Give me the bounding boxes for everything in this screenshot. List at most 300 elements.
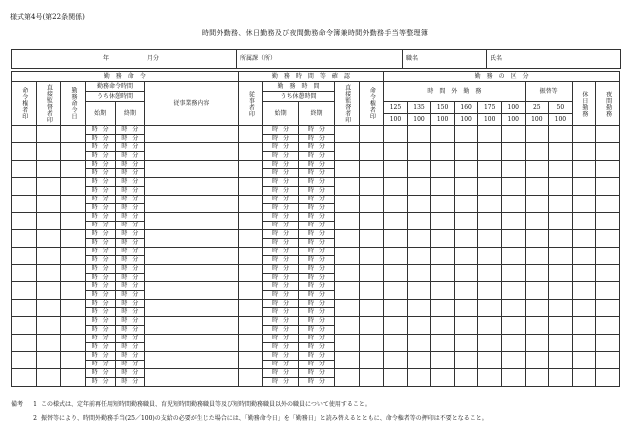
rest2-start-time[interactable] [263, 360, 299, 369]
category-cell[interactable] [549, 317, 573, 334]
rest-end-time[interactable] [115, 308, 145, 317]
category-cell[interactable] [431, 230, 455, 247]
order-end-time[interactable] [115, 247, 145, 256]
order-end-time[interactable] [115, 317, 145, 326]
category-cell[interactable] [478, 299, 502, 316]
category-cell[interactable] [525, 282, 549, 299]
rest2-start-time[interactable] [263, 238, 299, 247]
category-cell[interactable] [478, 126, 502, 143]
order-start-time[interactable] [85, 160, 115, 169]
commander-seal2-cell[interactable] [359, 126, 384, 143]
category-cell[interactable] [407, 282, 431, 299]
supervisor-seal2-cell[interactable] [334, 299, 359, 316]
work-end-time[interactable] [299, 195, 335, 204]
category-cell[interactable] [596, 299, 620, 316]
commander-seal2-cell[interactable] [359, 351, 384, 368]
category-cell[interactable] [454, 143, 478, 160]
category-cell[interactable] [454, 317, 478, 334]
order-day-cell[interactable] [61, 282, 86, 299]
rest-start-time[interactable] [85, 291, 115, 300]
order-day-cell[interactable] [61, 230, 86, 247]
category-cell[interactable] [431, 212, 455, 229]
order-end-time[interactable] [115, 369, 145, 378]
commander-seal2-cell[interactable] [359, 282, 384, 299]
commander-seal-cell[interactable] [12, 126, 37, 143]
year-month-field[interactable] [12, 50, 237, 69]
category-cell[interactable] [596, 247, 620, 264]
category-cell[interactable] [384, 247, 408, 264]
category-cell[interactable] [501, 282, 525, 299]
category-cell[interactable] [501, 317, 525, 334]
category-cell[interactable] [549, 126, 573, 143]
category-cell[interactable] [549, 178, 573, 195]
order-day-cell[interactable] [61, 195, 86, 212]
rest2-start-time[interactable] [263, 186, 299, 195]
rest-end-time[interactable] [115, 325, 145, 334]
worker-seal-cell[interactable] [238, 178, 263, 195]
rest2-end-time[interactable] [299, 291, 335, 300]
rest2-start-time[interactable] [263, 325, 299, 334]
work-content-cell[interactable] [145, 334, 238, 351]
work-content-cell[interactable] [145, 265, 238, 282]
category-cell[interactable] [454, 160, 478, 177]
worker-seal-cell[interactable] [238, 369, 263, 386]
rest-end-time[interactable] [115, 238, 145, 247]
category-cell[interactable] [501, 230, 525, 247]
category-cell[interactable] [384, 317, 408, 334]
category-cell[interactable] [572, 334, 596, 351]
commander-seal-cell[interactable] [12, 143, 37, 160]
commander-seal2-cell[interactable] [359, 247, 384, 264]
work-start-time[interactable] [263, 282, 299, 291]
category-cell[interactable] [549, 212, 573, 229]
category-cell[interactable] [478, 143, 502, 160]
rest-start-time[interactable] [85, 343, 115, 352]
category-cell[interactable] [596, 160, 620, 177]
category-cell[interactable] [572, 212, 596, 229]
category-cell[interactable] [454, 351, 478, 368]
order-day-cell[interactable] [61, 247, 86, 264]
rest2-start-time[interactable] [263, 343, 299, 352]
work-start-time[interactable] [263, 299, 299, 308]
category-cell[interactable] [407, 369, 431, 386]
work-start-time[interactable] [263, 212, 299, 221]
rest-start-time[interactable] [85, 360, 115, 369]
category-cell[interactable] [407, 195, 431, 212]
rest-start-time[interactable] [85, 238, 115, 247]
category-cell[interactable] [596, 195, 620, 212]
category-cell[interactable] [572, 317, 596, 334]
category-cell[interactable] [549, 299, 573, 316]
category-cell[interactable] [431, 334, 455, 351]
commander-seal2-cell[interactable] [359, 230, 384, 247]
work-start-time[interactable] [263, 143, 299, 152]
work-start-time[interactable] [263, 351, 299, 360]
category-cell[interactable] [572, 195, 596, 212]
worker-seal-cell[interactable] [238, 247, 263, 264]
category-cell[interactable] [525, 247, 549, 264]
order-end-time[interactable] [115, 265, 145, 274]
category-cell[interactable] [454, 230, 478, 247]
name-field[interactable] [487, 50, 621, 69]
category-cell[interactable] [525, 195, 549, 212]
category-cell[interactable] [501, 160, 525, 177]
rest2-end-time[interactable] [299, 360, 335, 369]
work-content-cell[interactable] [145, 126, 238, 143]
category-cell[interactable] [596, 126, 620, 143]
category-cell[interactable] [407, 160, 431, 177]
rest2-end-time[interactable] [299, 343, 335, 352]
supervisor-seal-cell[interactable] [36, 230, 61, 247]
category-cell[interactable] [501, 178, 525, 195]
rest-end-time[interactable] [115, 256, 145, 265]
category-cell[interactable] [431, 143, 455, 160]
order-start-time[interactable] [85, 143, 115, 152]
category-cell[interactable] [407, 265, 431, 282]
rest-start-time[interactable] [85, 134, 115, 143]
rest2-end-time[interactable] [299, 134, 335, 143]
rest2-end-time[interactable] [299, 169, 335, 178]
work-content-cell[interactable] [145, 178, 238, 195]
work-end-time[interactable] [299, 265, 335, 274]
category-cell[interactable] [572, 369, 596, 386]
order-end-time[interactable] [115, 334, 145, 343]
commander-seal2-cell[interactable] [359, 317, 384, 334]
rest2-end-time[interactable] [299, 256, 335, 265]
category-cell[interactable] [478, 160, 502, 177]
rest2-start-time[interactable] [263, 169, 299, 178]
category-cell[interactable] [431, 282, 455, 299]
category-cell[interactable] [596, 265, 620, 282]
commander-seal2-cell[interactable] [359, 212, 384, 229]
order-start-time[interactable] [85, 299, 115, 308]
work-start-time[interactable] [263, 265, 299, 274]
commander-seal-cell[interactable] [12, 369, 37, 386]
order-start-time[interactable] [85, 351, 115, 360]
work-end-time[interactable] [299, 282, 335, 291]
category-cell[interactable] [572, 299, 596, 316]
supervisor-seal2-cell[interactable] [334, 265, 359, 282]
work-end-time[interactable] [299, 126, 335, 135]
rest2-start-time[interactable] [263, 273, 299, 282]
worker-seal-cell[interactable] [238, 351, 263, 368]
rest-end-time[interactable] [115, 360, 145, 369]
category-cell[interactable] [525, 369, 549, 386]
commander-seal2-cell[interactable] [359, 299, 384, 316]
rest-start-time[interactable] [85, 221, 115, 230]
rest2-end-time[interactable] [299, 186, 335, 195]
work-start-time[interactable] [263, 247, 299, 256]
order-start-time[interactable] [85, 212, 115, 221]
worker-seal-cell[interactable] [238, 160, 263, 177]
category-cell[interactable] [525, 143, 549, 160]
worker-seal-cell[interactable] [238, 334, 263, 351]
category-cell[interactable] [549, 334, 573, 351]
worker-seal-cell[interactable] [238, 143, 263, 160]
category-cell[interactable] [454, 334, 478, 351]
order-end-time[interactable] [115, 212, 145, 221]
order-day-cell[interactable] [61, 317, 86, 334]
order-end-time[interactable] [115, 351, 145, 360]
category-cell[interactable] [525, 212, 549, 229]
category-cell[interactable] [525, 317, 549, 334]
commander-seal-cell[interactable] [12, 160, 37, 177]
order-day-cell[interactable] [61, 212, 86, 229]
supervisor-seal-cell[interactable] [36, 212, 61, 229]
category-cell[interactable] [384, 212, 408, 229]
commander-seal2-cell[interactable] [359, 334, 384, 351]
work-end-time[interactable] [299, 247, 335, 256]
work-content-cell[interactable] [145, 195, 238, 212]
order-start-time[interactable] [85, 369, 115, 378]
rest2-end-time[interactable] [299, 377, 335, 386]
category-cell[interactable] [407, 247, 431, 264]
order-start-time[interactable] [85, 178, 115, 187]
supervisor-seal-cell[interactable] [36, 299, 61, 316]
category-cell[interactable] [431, 369, 455, 386]
category-cell[interactable] [525, 334, 549, 351]
category-cell[interactable] [407, 299, 431, 316]
category-cell[interactable] [478, 351, 502, 368]
order-start-time[interactable] [85, 317, 115, 326]
category-cell[interactable] [478, 265, 502, 282]
commander-seal2-cell[interactable] [359, 160, 384, 177]
category-cell[interactable] [596, 230, 620, 247]
rest2-end-time[interactable] [299, 204, 335, 213]
category-cell[interactable] [572, 143, 596, 160]
category-cell[interactable] [596, 282, 620, 299]
category-cell[interactable] [596, 178, 620, 195]
supervisor-seal-cell[interactable] [36, 126, 61, 143]
order-end-time[interactable] [115, 299, 145, 308]
rest2-end-time[interactable] [299, 308, 335, 317]
rest2-start-time[interactable] [263, 221, 299, 230]
work-content-cell[interactable] [145, 143, 238, 160]
order-day-cell[interactable] [61, 126, 86, 143]
category-cell[interactable] [478, 369, 502, 386]
category-cell[interactable] [596, 317, 620, 334]
commander-seal-cell[interactable] [12, 282, 37, 299]
work-start-time[interactable] [263, 369, 299, 378]
category-cell[interactable] [478, 282, 502, 299]
category-cell[interactable] [407, 351, 431, 368]
rest-end-time[interactable] [115, 152, 145, 161]
category-cell[interactable] [431, 160, 455, 177]
category-cell[interactable] [478, 230, 502, 247]
order-end-time[interactable] [115, 178, 145, 187]
rest-end-time[interactable] [115, 221, 145, 230]
work-end-time[interactable] [299, 178, 335, 187]
worker-seal-cell[interactable] [238, 265, 263, 282]
category-cell[interactable] [478, 212, 502, 229]
work-content-cell[interactable] [145, 317, 238, 334]
rest-start-time[interactable] [85, 152, 115, 161]
rest-end-time[interactable] [115, 134, 145, 143]
order-day-cell[interactable] [61, 369, 86, 386]
category-cell[interactable] [501, 195, 525, 212]
rest2-start-time[interactable] [263, 377, 299, 386]
commander-seal-cell[interactable] [12, 195, 37, 212]
work-end-time[interactable] [299, 351, 335, 360]
category-cell[interactable] [549, 230, 573, 247]
rest2-end-time[interactable] [299, 152, 335, 161]
order-day-cell[interactable] [61, 334, 86, 351]
category-cell[interactable] [525, 160, 549, 177]
category-cell[interactable] [407, 212, 431, 229]
order-start-time[interactable] [85, 247, 115, 256]
commander-seal-cell[interactable] [12, 247, 37, 264]
supervisor-seal2-cell[interactable] [334, 334, 359, 351]
work-start-time[interactable] [263, 195, 299, 204]
commander-seal2-cell[interactable] [359, 265, 384, 282]
supervisor-seal2-cell[interactable] [334, 143, 359, 160]
work-start-time[interactable] [263, 126, 299, 135]
rest-end-time[interactable] [115, 291, 145, 300]
worker-seal-cell[interactable] [238, 299, 263, 316]
category-cell[interactable] [454, 282, 478, 299]
category-cell[interactable] [572, 160, 596, 177]
rest-start-time[interactable] [85, 186, 115, 195]
rest-end-time[interactable] [115, 343, 145, 352]
category-cell[interactable] [572, 230, 596, 247]
category-cell[interactable] [501, 334, 525, 351]
commander-seal-cell[interactable] [12, 317, 37, 334]
work-end-time[interactable] [299, 230, 335, 239]
category-cell[interactable] [407, 230, 431, 247]
rest2-end-time[interactable] [299, 325, 335, 334]
category-cell[interactable] [501, 351, 525, 368]
order-end-time[interactable] [115, 143, 145, 152]
supervisor-seal2-cell[interactable] [334, 160, 359, 177]
category-cell[interactable] [384, 143, 408, 160]
work-end-time[interactable] [299, 317, 335, 326]
category-cell[interactable] [501, 143, 525, 160]
category-cell[interactable] [572, 247, 596, 264]
category-cell[interactable] [549, 143, 573, 160]
commander-seal2-cell[interactable] [359, 369, 384, 386]
category-cell[interactable] [384, 369, 408, 386]
work-end-time[interactable] [299, 160, 335, 169]
order-end-time[interactable] [115, 160, 145, 169]
supervisor-seal-cell[interactable] [36, 317, 61, 334]
worker-seal-cell[interactable] [238, 282, 263, 299]
category-cell[interactable] [384, 265, 408, 282]
rest-end-time[interactable] [115, 377, 145, 386]
category-cell[interactable] [525, 351, 549, 368]
category-cell[interactable] [431, 178, 455, 195]
category-cell[interactable] [549, 160, 573, 177]
rest2-start-time[interactable] [263, 134, 299, 143]
commander-seal-cell[interactable] [12, 334, 37, 351]
work-start-time[interactable] [263, 230, 299, 239]
rest-start-time[interactable] [85, 325, 115, 334]
supervisor-seal-cell[interactable] [36, 351, 61, 368]
rest2-end-time[interactable] [299, 273, 335, 282]
order-end-time[interactable] [115, 126, 145, 135]
category-cell[interactable] [407, 178, 431, 195]
category-cell[interactable] [454, 299, 478, 316]
category-cell[interactable] [454, 126, 478, 143]
supervisor-seal-cell[interactable] [36, 178, 61, 195]
category-cell[interactable] [384, 351, 408, 368]
rest-start-time[interactable] [85, 169, 115, 178]
category-cell[interactable] [525, 178, 549, 195]
category-cell[interactable] [501, 212, 525, 229]
category-cell[interactable] [454, 265, 478, 282]
order-start-time[interactable] [85, 282, 115, 291]
category-cell[interactable] [478, 334, 502, 351]
work-content-cell[interactable] [145, 299, 238, 316]
commander-seal-cell[interactable] [12, 212, 37, 229]
supervisor-seal2-cell[interactable] [334, 317, 359, 334]
supervisor-seal-cell[interactable] [36, 195, 61, 212]
commander-seal-cell[interactable] [12, 299, 37, 316]
order-day-cell[interactable] [61, 160, 86, 177]
worker-seal-cell[interactable] [238, 195, 263, 212]
category-cell[interactable] [572, 265, 596, 282]
category-cell[interactable] [549, 351, 573, 368]
category-cell[interactable] [572, 282, 596, 299]
category-cell[interactable] [525, 299, 549, 316]
worker-seal-cell[interactable] [238, 212, 263, 229]
category-cell[interactable] [501, 247, 525, 264]
category-cell[interactable] [596, 143, 620, 160]
category-cell[interactable] [431, 265, 455, 282]
category-cell[interactable] [596, 334, 620, 351]
category-cell[interactable] [384, 195, 408, 212]
rest2-end-time[interactable] [299, 221, 335, 230]
supervisor-seal-cell[interactable] [36, 143, 61, 160]
category-cell[interactable] [549, 265, 573, 282]
commander-seal2-cell[interactable] [359, 178, 384, 195]
order-end-time[interactable] [115, 195, 145, 204]
order-start-time[interactable] [85, 195, 115, 204]
supervisor-seal2-cell[interactable] [334, 247, 359, 264]
category-cell[interactable] [454, 247, 478, 264]
supervisor-seal2-cell[interactable] [334, 230, 359, 247]
order-start-time[interactable] [85, 230, 115, 239]
category-cell[interactable] [454, 369, 478, 386]
category-cell[interactable] [454, 212, 478, 229]
category-cell[interactable] [431, 351, 455, 368]
supervisor-seal2-cell[interactable] [334, 212, 359, 229]
category-cell[interactable] [572, 126, 596, 143]
category-cell[interactable] [478, 317, 502, 334]
order-end-time[interactable] [115, 282, 145, 291]
rest2-end-time[interactable] [299, 238, 335, 247]
order-day-cell[interactable] [61, 299, 86, 316]
supervisor-seal-cell[interactable] [36, 247, 61, 264]
supervisor-seal-cell[interactable] [36, 282, 61, 299]
commander-seal2-cell[interactable] [359, 195, 384, 212]
category-cell[interactable] [549, 195, 573, 212]
order-day-cell[interactable] [61, 143, 86, 160]
work-start-time[interactable] [263, 317, 299, 326]
category-cell[interactable] [454, 195, 478, 212]
supervisor-seal2-cell[interactable] [334, 178, 359, 195]
work-content-cell[interactable] [145, 212, 238, 229]
order-day-cell[interactable] [61, 351, 86, 368]
rest2-start-time[interactable] [263, 291, 299, 300]
supervisor-seal-cell[interactable] [36, 334, 61, 351]
order-day-cell[interactable] [61, 265, 86, 282]
commander-seal-cell[interactable] [12, 351, 37, 368]
rest-end-time[interactable] [115, 169, 145, 178]
category-cell[interactable] [407, 317, 431, 334]
rest-end-time[interactable] [115, 186, 145, 195]
order-start-time[interactable] [85, 126, 115, 135]
rest-start-time[interactable] [85, 256, 115, 265]
